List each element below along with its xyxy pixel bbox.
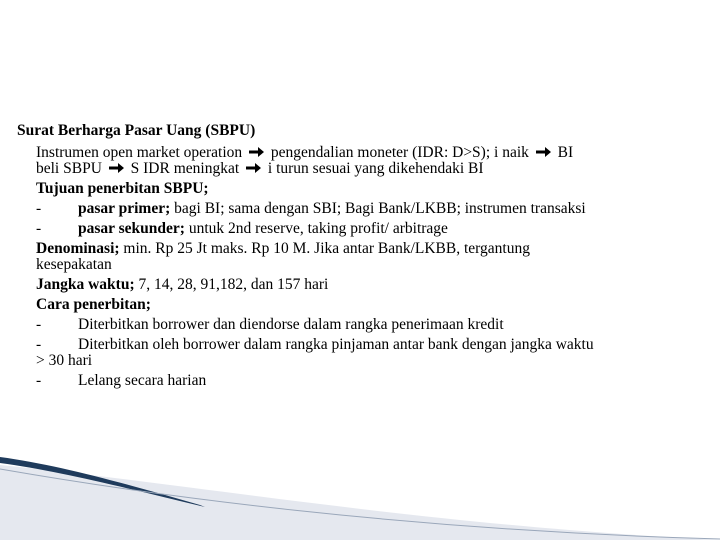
- right-arrow-icon: [535, 146, 552, 158]
- heading-tujuan: Tujuan penerbitan SBPU;: [36, 180, 209, 197]
- text-i-turun: i turun sesuai yang dikehendaki BI: [267, 160, 484, 177]
- text-jangka-waktu: 7, 14, 28, 91,182, dan 157 hari: [134, 276, 329, 293]
- decorative-wave: [0, 455, 720, 540]
- text-cara-3: Lelang secara harian: [78, 372, 207, 389]
- text-denominasi: min. Rp 25 Jt maks. Rp 10 M. Jika antar Bank/LKBB, tergantung kesepakatan: [36, 240, 530, 273]
- list-item: [36, 373, 596, 389]
- text-s-idr: S IDR meningkat: [130, 160, 240, 177]
- label-pasar-primer: pasar primer;: [78, 200, 171, 217]
- list-item: [36, 201, 596, 217]
- right-arrow-icon: [245, 162, 262, 174]
- paragraph-denominasi: [36, 241, 596, 273]
- paragraph-instrumen: [36, 145, 596, 177]
- label-jangka-waktu: Jangka waktu;: [36, 276, 135, 293]
- label-denominasi: Denominasi;: [36, 240, 120, 257]
- paragraph-jangka-waktu: [36, 277, 596, 293]
- text-pasar-primer: bagi BI; sama dengan SBI; Bagi Bank/LKBB; instrumen transaksi: [170, 200, 586, 217]
- text-pengendalian: pengendalian moneter (IDR: D>S); i naik: [270, 144, 529, 161]
- slide-title: Surat Berharga Pasar Uang (SBPU): [17, 122, 256, 139]
- text-bi-beli: BI beli SBPU: [36, 144, 574, 177]
- label-pasar-sekunder: pasar sekunder;: [78, 220, 185, 237]
- dash-marker: -: [36, 200, 42, 217]
- text-instrumen: Instrumen open market operation: [36, 144, 243, 161]
- list-item: [36, 317, 596, 333]
- list-item: [36, 337, 596, 369]
- slide-body: [36, 145, 596, 393]
- right-arrow-icon: [248, 146, 265, 158]
- right-arrow-icon: [108, 162, 125, 174]
- heading-cara: Cara penerbitan;: [36, 296, 151, 313]
- text-pasar-sekunder: untuk 2nd reserve, taking profit/ arbitrage: [184, 220, 448, 237]
- text-cara-1: Diterbitkan borrower dan diendorse dalam rangka penerimaan kredit: [78, 316, 504, 333]
- dash-marker: -: [36, 372, 42, 389]
- list-item: [36, 221, 596, 237]
- text-cara-2: Diterbitkan oleh borrower dalam rangka pinjaman antar bank dengan jangka waktu > 30 hari: [36, 336, 594, 369]
- dash-marker: -: [36, 220, 42, 237]
- dash-marker: -: [36, 316, 42, 333]
- dash-marker: -: [36, 336, 42, 353]
